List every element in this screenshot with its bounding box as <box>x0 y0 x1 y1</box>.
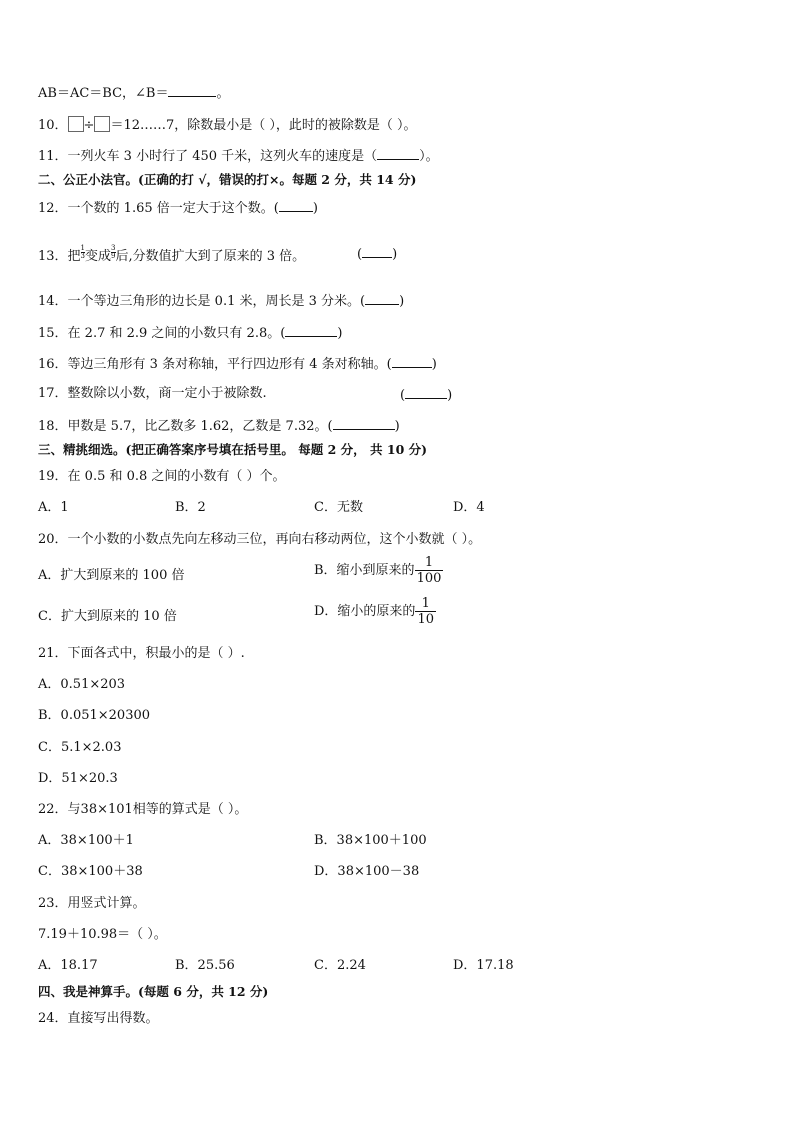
q21-option-b[interactable]: B．0.051×20300 <box>38 708 151 723</box>
section-4-heading: 四、我是神算手。(每题 6 分，共 12 分) <box>38 984 269 999</box>
question-17: 17．整数除以小数，商一定小于被除数. <box>38 386 267 401</box>
question-17-answer: ( ) <box>400 388 453 403</box>
question-14: 14．一个等边三角形的边长是 0.1 米，周长是 3 分米。( ) <box>38 294 405 309</box>
q19-option-b[interactable]: B．2 <box>175 500 206 515</box>
answer-blank[interactable] <box>168 84 216 97</box>
question-22: 22．与38×101相等的算式是（ ）。 <box>38 802 248 817</box>
answer-blank[interactable] <box>365 292 399 305</box>
fraction-one-hundredth: $\frac{1}{100}$ <box>416 555 442 586</box>
question-15: 15．在 2.7 和 2.9 之间的小数只有 2.8。( ) <box>38 326 343 341</box>
q23-option-a[interactable]: A．18.17 <box>38 958 98 973</box>
q19-option-c[interactable]: C．无数 <box>314 500 363 515</box>
q20-option-a[interactable]: A．扩大到原来的 100 倍 <box>38 568 185 583</box>
q21-option-c[interactable]: C．5.1×2.03 <box>38 740 122 755</box>
question-12: 12．一个数的 1.65 倍一定大于这个数。( ) <box>38 201 318 216</box>
question-11: 11．一列火车 3 小时行了 450 千米，这列火车的速度是（ ）。 <box>38 149 439 164</box>
question-20: 20．一个小数的小数点先向左移动三位，再向右移动两位，这个小数就（ ）。 <box>38 532 482 547</box>
dividend-box[interactable] <box>68 116 84 132</box>
section-2-heading: 二、公正小法官。(正确的打 √，错误的打×。每题 2 分，共 14 分) <box>38 172 417 187</box>
q22-option-d[interactable]: D．38×100－38 <box>314 864 420 879</box>
question-16: 16．等边三角形有 3 条对称轴，平行四边形有 4 条对称轴。( ) <box>38 357 437 372</box>
fraction-three-ninths: $\frac{3}{9}$ <box>111 244 116 260</box>
question-19: 19．在 0.5 和 0.8 之间的小数有（ ）个。 <box>38 469 286 484</box>
question-21: 21．下面各式中，积最小的是（ ）. <box>38 646 245 661</box>
q22-option-a[interactable]: A．38×100＋1 <box>38 833 134 848</box>
question-23-expression: 7.19＋10.98＝（ ）。 <box>38 927 167 942</box>
q20-option-c[interactable]: C．扩大到原来的 10 倍 <box>38 609 177 624</box>
q22-option-c[interactable]: C．38×100＋38 <box>38 864 143 879</box>
answer-blank[interactable] <box>279 199 313 212</box>
question-23: 23．用竖式计算。 <box>38 896 146 911</box>
question-24: 24．直接写出得数。 <box>38 1011 159 1026</box>
answer-blank[interactable] <box>285 324 337 337</box>
q20-option-d[interactable]: D．缩小的原来的 $\frac{1}{10}$ <box>314 596 434 627</box>
section-3-heading: 三、精挑细选。(把正确答案序号填在括号里。 每题 2 分， 共 10 分) <box>38 442 428 457</box>
q22-option-b[interactable]: B．38×100＋100 <box>314 833 427 848</box>
q20-option-b[interactable]: B．缩小到原来的 $\frac{1}{100}$ <box>314 555 442 586</box>
question-13: 13．把 $\frac{1}{3}$ 变成 $\frac{3}{9}$ 后,分数值扩大到了原来的 3 倍。 <box>38 244 306 264</box>
fraction-one-third: $\frac{1}{3}$ <box>80 244 86 260</box>
answer-blank[interactable] <box>377 147 419 160</box>
q23-option-c[interactable]: C．2.24 <box>314 958 366 973</box>
q23-option-d[interactable]: D．17.18 <box>453 958 514 973</box>
q19-option-d[interactable]: D．4 <box>453 500 485 515</box>
question-13-answer: ( ) <box>357 247 398 262</box>
question-continuation: AB＝AC＝BC，∠B＝ 。 <box>38 86 230 101</box>
answer-blank[interactable] <box>405 386 447 399</box>
q23-option-b[interactable]: B．25.56 <box>175 958 235 973</box>
q19-option-a[interactable]: A．1 <box>38 500 69 515</box>
q21-option-d[interactable]: D．51×20.3 <box>38 771 118 786</box>
q21-option-a[interactable]: A．0.51×203 <box>38 677 126 692</box>
divisor-box[interactable] <box>94 116 110 132</box>
fraction-one-tenth: $\frac{1}{10}$ <box>417 596 434 627</box>
question-10: 10． ÷ ＝12……7，除数最小是（ ），此时的被除数是（ ）。 <box>38 118 417 133</box>
answer-blank[interactable] <box>333 417 395 430</box>
answer-blank[interactable] <box>392 355 432 368</box>
answer-blank[interactable] <box>362 245 392 258</box>
question-18: 18．甲数是 5.7，比乙数多 1.62，乙数是 7.32。( ) <box>38 419 400 434</box>
